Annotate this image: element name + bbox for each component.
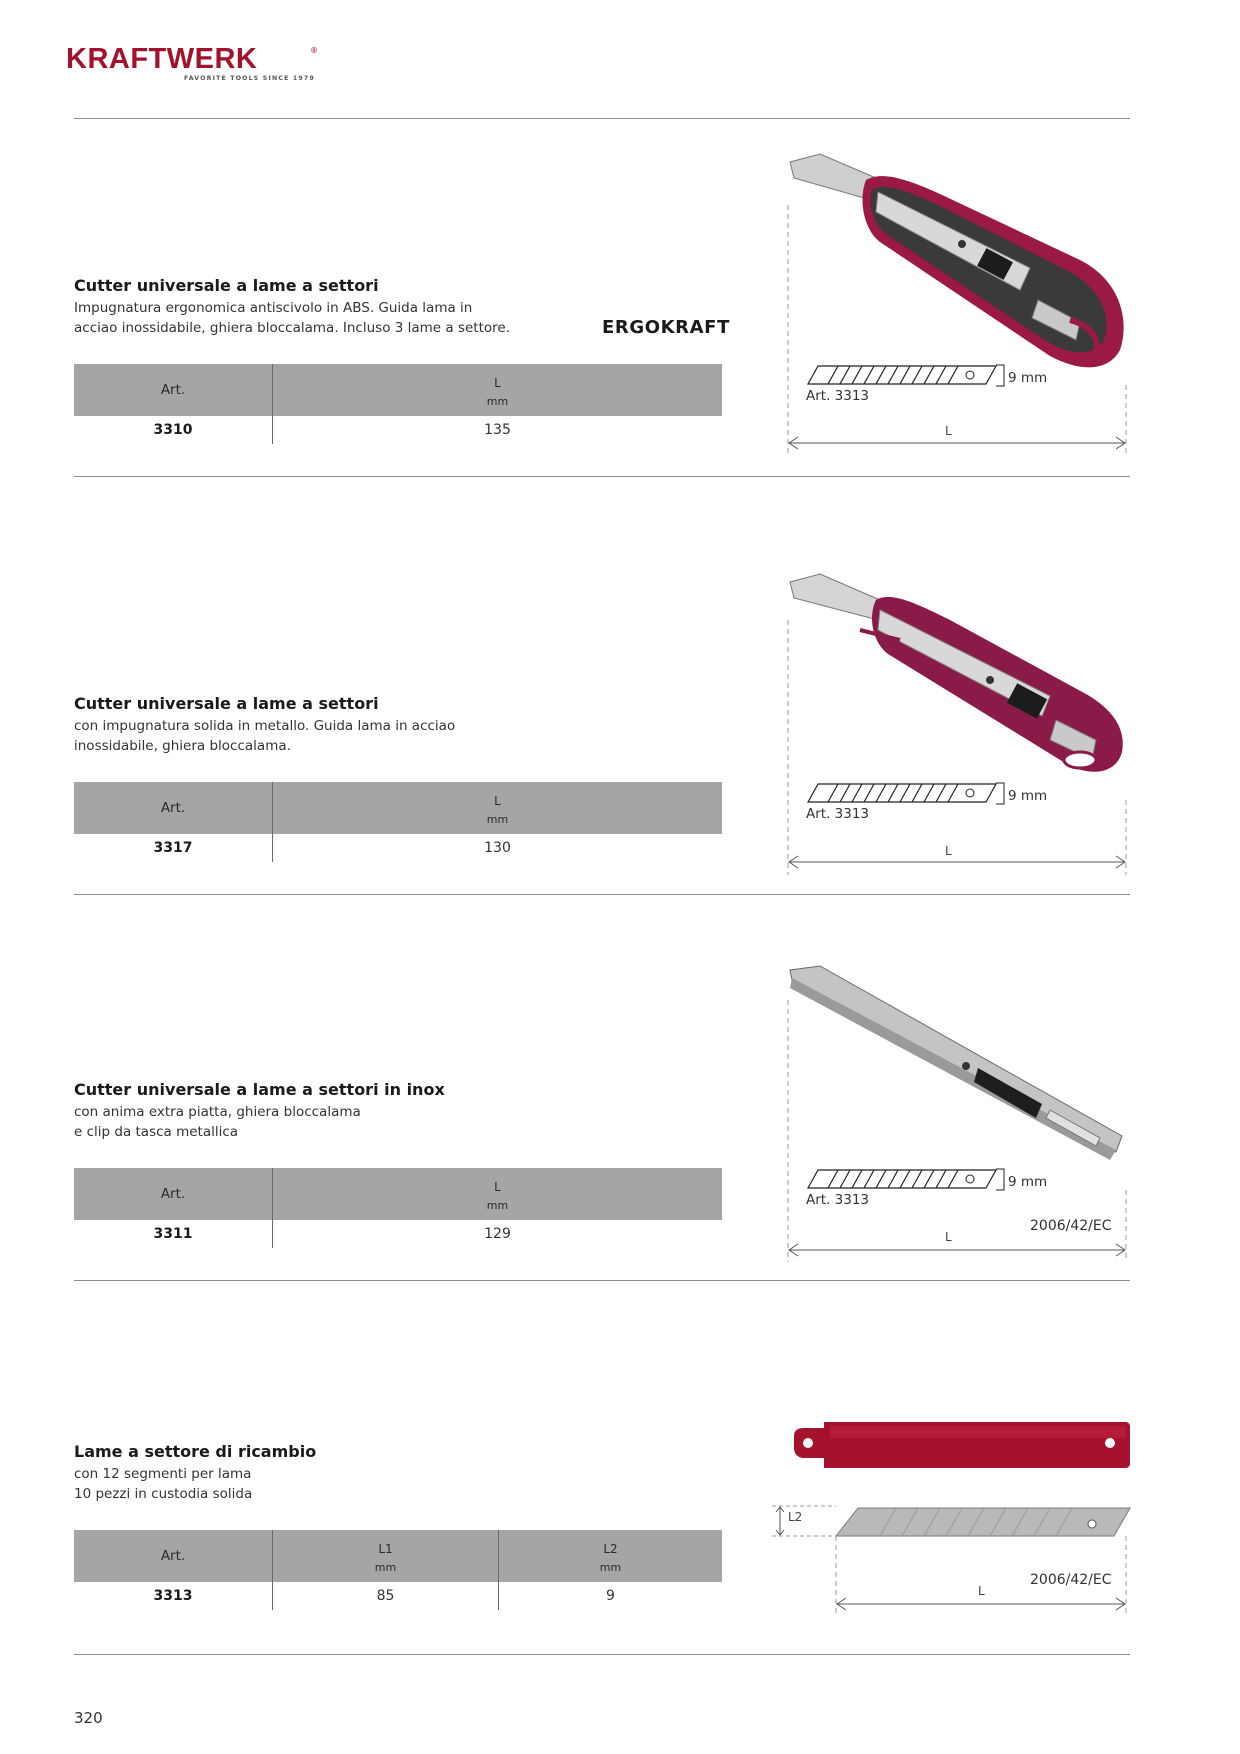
header-length-label: L xyxy=(494,1180,501,1194)
header-length xyxy=(273,364,722,416)
product-description-line: e clip da tasca metallica xyxy=(74,1124,239,1140)
norm-label: 2006/42/EC xyxy=(1030,1572,1112,1588)
product-description-line: con impugnatura solida in metallo. Guida lama in acciao xyxy=(74,718,456,734)
blade-reference: Art. 3313 xyxy=(806,388,870,404)
header-length-unit: mm xyxy=(486,395,509,408)
length-label: L xyxy=(945,1230,952,1244)
cell-article: 3311 xyxy=(153,1226,193,1242)
header-art: Art. xyxy=(160,382,186,398)
blade-width-label: 9 mm xyxy=(1008,1174,1048,1190)
product-title: Cutter universale a lame a settori in inox xyxy=(74,1080,445,1099)
product-description-line: 10 pezzi in custodia solida xyxy=(74,1486,253,1502)
blade-reference: Art. 3313 xyxy=(806,806,870,822)
product-title: Cutter universale a lame a settori xyxy=(74,694,379,713)
length-dimension-line xyxy=(780,1000,1132,1262)
blade-width-label: 9 mm xyxy=(1008,370,1048,386)
section-rule xyxy=(74,894,1130,895)
blade-width-label: 9 mm xyxy=(1008,788,1048,804)
header-l2-label: L2 xyxy=(603,1542,618,1556)
article-table xyxy=(74,1168,722,1248)
header-length-unit: mm xyxy=(486,1199,509,1212)
section-rule xyxy=(74,476,1130,477)
length-label: L xyxy=(945,844,952,858)
kraftwerk-logo xyxy=(66,44,326,88)
header-l2 xyxy=(499,1530,722,1582)
cell-article: 3310 xyxy=(153,422,193,438)
footer-rule xyxy=(74,1654,1130,1655)
length-dimension-line xyxy=(780,205,1132,455)
norm-label: 2006/42/EC xyxy=(1030,1218,1112,1234)
header-length xyxy=(273,782,722,834)
cell-article: 3317 xyxy=(153,840,193,856)
logo-registered-mark: ® xyxy=(310,46,318,55)
product-description-line: acciao inossidabile, ghiera bloccalama. Incluso 3 lame a settore. xyxy=(74,320,511,336)
article-table xyxy=(74,782,722,862)
header-art: Art. xyxy=(160,1548,186,1564)
header-length xyxy=(273,1168,722,1220)
height-dimension-line xyxy=(772,1504,842,1540)
length-dimension-line xyxy=(780,620,1132,875)
length-label: L xyxy=(945,424,952,438)
section-rule xyxy=(74,1280,1130,1281)
header-length-label: L xyxy=(494,376,501,390)
header-l1-label: L1 xyxy=(378,1542,393,1556)
cell-length: 130 xyxy=(484,840,511,856)
cell-l1: 85 xyxy=(376,1588,395,1604)
header-rule xyxy=(74,118,1130,119)
header-length-label: L xyxy=(494,794,501,808)
cell-l2: 9 xyxy=(606,1588,615,1604)
header-art: Art. xyxy=(160,1186,186,1202)
logo-tagline: FAVORITE TOOLS SINCE 1979 xyxy=(184,75,315,82)
height-label: L2 xyxy=(788,1510,803,1524)
cell-article: 3313 xyxy=(153,1588,193,1604)
header-art: Art. xyxy=(160,800,186,816)
series-name: ERGOKRAFT xyxy=(602,317,730,338)
product-description-line: con 12 segmenti per lama xyxy=(74,1466,252,1482)
blade-case-image xyxy=(790,1418,1130,1470)
page-number: 320 xyxy=(74,1709,103,1727)
product-title: Lame a settore di ricambio xyxy=(74,1442,317,1461)
header-l2-unit: mm xyxy=(599,1561,622,1574)
blade-reference: Art. 3313 xyxy=(806,1192,870,1208)
length-label: L xyxy=(978,1584,985,1598)
product-description-line: inossidabile, ghiera bloccalama. xyxy=(74,738,291,754)
article-table xyxy=(74,364,722,444)
header-length-unit: mm xyxy=(486,813,509,826)
header-l1 xyxy=(273,1530,498,1582)
product-description-line: Impugnatura ergonomica antiscivolo in ABS. Guida lama in xyxy=(74,300,473,316)
article-table xyxy=(74,1530,722,1610)
header-l1-unit: mm xyxy=(374,1561,397,1574)
cell-length: 135 xyxy=(484,422,511,438)
logo-wordmark: KRAFTWERK xyxy=(66,43,258,75)
spare-blade-image xyxy=(836,1506,1132,1538)
cell-length: 129 xyxy=(484,1226,511,1242)
product-title: Cutter universale a lame a settori xyxy=(74,276,379,295)
product-description-line: con anima extra piatta, ghiera bloccalama xyxy=(74,1104,361,1120)
